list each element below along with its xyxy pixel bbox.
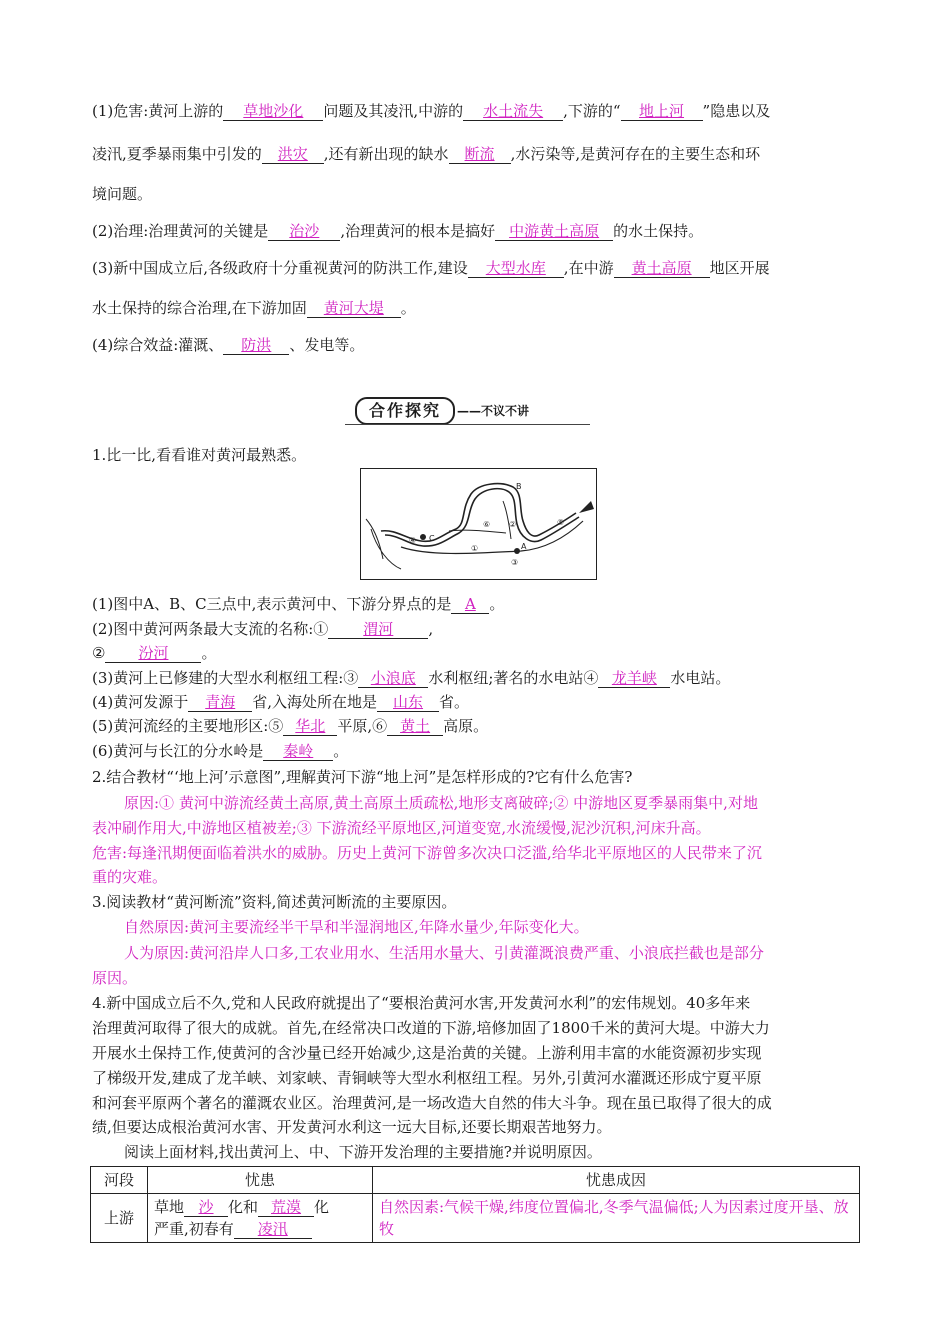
tributary-1 bbox=[449, 530, 506, 533]
q1-s2b: ② 汾河 。 bbox=[92, 644, 217, 662]
answer-blank[interactable]: 防洪 bbox=[241, 336, 272, 354]
q4-text-line: 开展水土保持工作,使黄河的含沙量已经开始减少,这是治黄的关键。上游利用丰富的水能资源初步实现 bbox=[92, 1044, 762, 1062]
q2-answer-line: 危害:每逢汛期便面临着洪水的威胁。历史上黄河下游曾多次决口泛滥,给华北平原地区的人民带来了沉 bbox=[92, 844, 762, 862]
answer-blank[interactable]: 龙羊峡 bbox=[611, 669, 657, 687]
answer-blank[interactable]: 地上河 bbox=[639, 102, 685, 120]
answer-blank[interactable]: 洪灾 bbox=[277, 145, 308, 163]
map-label: C bbox=[429, 534, 435, 543]
table-row bbox=[91, 1194, 860, 1243]
answer-blank[interactable]: 大型水库 bbox=[485, 259, 546, 277]
answer-blank[interactable]: 汾河 bbox=[138, 644, 169, 662]
header-segment: 河段 bbox=[91, 1167, 148, 1194]
answer-blank[interactable]: 山东 bbox=[393, 693, 424, 711]
q3-answer-line: 原因。 bbox=[92, 969, 138, 987]
q2-answer-line: 表冲刷作用大,中游地区植被差;③ 下游流经平原地区,河道变宽,水流缓慢,泥沙沉积,河床升高。 bbox=[92, 819, 711, 837]
q2-title: 2.结合教材“‘地上河’示意图”,理解黄河下游“地上河”是怎样形成的?它有什么危害? bbox=[92, 768, 633, 786]
map-label: A bbox=[521, 542, 527, 551]
cause-cell: 自然因素:气候干燥,纬度位置偏北,冬季气温偏低;人为因素过度开垦、放牧 bbox=[373, 1194, 860, 1243]
segment-cell: 上游 bbox=[91, 1194, 148, 1243]
answer-blank[interactable]: 秦岭 bbox=[283, 742, 314, 760]
answer-blank[interactable]: 断流 bbox=[464, 145, 495, 163]
header-cause: 忧患成因 bbox=[373, 1167, 860, 1194]
table-header-row bbox=[91, 1167, 860, 1194]
q4-text-line: 了梯级开发,建成了龙羊峡、刘家峡、青铜峡等大型水利枢纽工程。另外,引黄河水灌溉还形成宁夏平原 bbox=[92, 1069, 762, 1087]
q4-text-line: 和河套平原两个著名的灌溉农业区。治理黄河,是一场改造大自然的伟大斗争。现在虽已取得了很大的成 bbox=[92, 1094, 772, 1112]
map-label: B bbox=[516, 482, 522, 491]
answer-blank[interactable]: 黄土 bbox=[400, 717, 431, 735]
answer-blank[interactable]: 草地沙化 bbox=[243, 102, 304, 120]
map-label: ① bbox=[471, 544, 479, 553]
river-mouth bbox=[579, 501, 594, 513]
q2-answer-line: 重的灾难。 bbox=[92, 868, 168, 886]
q4-prompt: 阅读上面材料,找出黄河上、中、下游开发治理的主要措施?并说明原因。 bbox=[124, 1143, 602, 1161]
answer-blank[interactable]: A bbox=[464, 595, 476, 613]
map-label: ⑥ bbox=[483, 520, 491, 529]
answer-blank[interactable]: 华北 bbox=[295, 717, 326, 735]
q1-s5: (5)黄河流经的主要地形区:⑤ 华北 平原,⑥ 黄土 高原。 bbox=[92, 717, 489, 735]
q1-s3: (3)黄河上已修建的大型水利枢纽工程:③ 小浪底 水利枢纽;著名的水电站④ 龙羊峡 水电站。 bbox=[92, 669, 731, 687]
q4-text-line: 4.新中国成立后不久,党和人民政府就提出了“要根治黄河水害,开发黄河水利”的宏伟规划。40多年来 bbox=[92, 994, 751, 1012]
answer-blank[interactable]: 治沙 bbox=[289, 222, 320, 240]
upper-river bbox=[366, 519, 401, 569]
problem-cell: 草地 沙 化和 荒漠 化 严重,初春有 凌汛 bbox=[148, 1194, 373, 1243]
map-label: ③ bbox=[511, 558, 519, 567]
q1-s2: (2)图中黄河两条最大支流的名称:① 渭河 , bbox=[92, 620, 434, 638]
answer-blank[interactable]: 沙 bbox=[198, 1198, 214, 1216]
q4-text-line: 绩,但要达成根治黄河水害、开发黄河水利这一远大目标,还要长期艰苦地努力。 bbox=[92, 1118, 612, 1136]
banner-rule bbox=[345, 424, 590, 425]
map-label: ⑤ bbox=[557, 518, 565, 527]
point-c bbox=[420, 534, 426, 540]
harm-line-2: 凌汛,夏季暴雨集中引发的 洪灾 ,还有新出现的缺水 断流 ,水污染等,是黄河存在的主要生态和环 bbox=[92, 145, 761, 163]
q4-text-line: 治理黄河取得了很大的成就。首先,在经常决口改道的下游,培修加固了1800千米的黄河大堤。中游大力 bbox=[92, 1019, 770, 1037]
q1-s4: (4)黄河发源于 青海 省,入海处所在地是 山东 省。 bbox=[92, 693, 470, 711]
analysis-table bbox=[90, 1166, 860, 1243]
answer-blank[interactable]: 水土流失 bbox=[483, 102, 544, 120]
harm-line-1: (1)危害:黄河上游的 草地沙化 问题及其凌汛,中游的 水土流失 ,下游的“ 地上河 ”隐患以及 bbox=[92, 102, 771, 120]
point-a bbox=[514, 548, 520, 554]
map-label: ④ bbox=[409, 536, 417, 545]
map-label: ② bbox=[509, 520, 517, 529]
section-subtitle: ——不议不讲 bbox=[457, 404, 530, 418]
harm-line-3: 境问题。 bbox=[92, 185, 153, 203]
answer-blank[interactable]: 黄土高原 bbox=[631, 259, 692, 277]
q3-answer-line: 自然原因:黄河主要流经半干旱和半湿润地区,年降水量少,年际变化大。 bbox=[124, 918, 589, 936]
section-title: 合作探究 bbox=[355, 397, 455, 425]
q1-title: 1.比一比,看看谁对黄河最熟悉。 bbox=[92, 446, 307, 464]
q2-answer-line: 原因:① 黄河中游流经黄土高原,黄土高原土质疏松,地形支离破碎;② 中游地区夏季暴雨集中,对地 bbox=[124, 794, 758, 812]
new-china-line-2: 水土保持的综合治理,在下游加固 黄河大堤 。 bbox=[92, 299, 416, 317]
answer-blank[interactable]: 荒漠 bbox=[271, 1198, 302, 1216]
new-china-line-1: (3)新中国成立后,各级政府十分重视黄河的防洪工作,建设 大型水库 ,在中游 黄土高原 地区开展 bbox=[92, 259, 770, 277]
answer-blank[interactable]: 中游黄土高原 bbox=[509, 222, 600, 240]
q3-answer-line: 人为原因:黄河沿岸人口多,工农业用水、生活用水量大、引黄灌溉浪费严重、小浪底拦截也是部分 bbox=[124, 944, 764, 962]
governance-line: (2)治理:治理黄河的关键是 治沙 ,治理黄河的根本是搞好 中游黄土高原 的水土保持。 bbox=[92, 222, 704, 240]
answer-blank[interactable]: 青海 bbox=[205, 693, 236, 711]
yellow-river-map bbox=[360, 468, 597, 580]
answer-blank[interactable]: 渭河 bbox=[363, 620, 394, 638]
q1-s1: (1)图中A、B、C三点中,表示黄河中、下游分界点的是 A 。 bbox=[92, 595, 505, 613]
section-banner bbox=[345, 393, 590, 427]
benefit-line: (4)综合效益:灌溉、 防洪 、发电等。 bbox=[92, 336, 365, 354]
river-main-outline bbox=[381, 484, 576, 542]
q1-s6: (6)黄河与长江的分水岭是 秦岭 。 bbox=[92, 742, 349, 760]
answer-blank[interactable]: 小浪底 bbox=[370, 669, 416, 687]
answer-blank[interactable]: 黄河大堤 bbox=[323, 299, 384, 317]
answer-blank[interactable]: 凌汛 bbox=[257, 1220, 288, 1238]
q3-title: 3.阅读教材“黄河断流”资料,简述黄河断流的主要原因。 bbox=[92, 893, 457, 911]
header-problem: 忧患 bbox=[148, 1167, 373, 1194]
